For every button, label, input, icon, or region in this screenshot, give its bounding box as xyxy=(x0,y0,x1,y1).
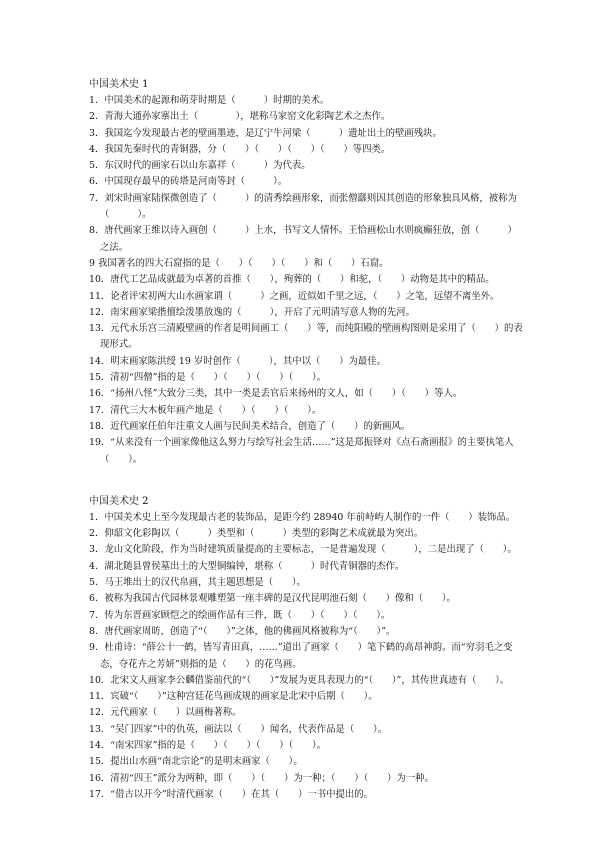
question: 8．唐代画家周昉，创造了“（ ）”之体，他的佛画风格被称为“（ ）”。 xyxy=(89,625,396,637)
question-continuation xyxy=(89,657,560,673)
question: 10．北宋文人画家李公麟借鉴前代的“（ ）”发展为更具表现力的“（ ）”，其传世真迹有（ ）。 xyxy=(89,674,510,686)
continuation-text: （ ）。 xyxy=(100,209,152,221)
question: 3．龙山文化阶段，作为当时建筑质量提高的主要标志，一是普遍发现（ ），二是出现了（ ）。 xyxy=(89,544,517,556)
continuation-text: 现形式。 xyxy=(100,339,138,351)
question-continuation xyxy=(89,337,560,353)
continuation-text: 态，夺花卉之芳妍”则指的是（ ）的花鸟画。 xyxy=(100,658,302,670)
question: 6．被称为我国古代园林景观雕塑第一座丰碑的是汉代昆明池石刻（ ）像和（ ）。 xyxy=(89,593,456,605)
question: 13．元代永乐宫三清殿壁画的作者是明间画工（ ）等，而纯阳殿的壁画构图则是采用了（ ）的表 xyxy=(89,323,523,335)
section-spacer xyxy=(89,468,560,495)
question: 1．中国美术史上至今发现最古老的装饰品，是距今约 28940 年前峙屿人制作的一件（ ）装饰品。 xyxy=(89,511,516,523)
question: 16．清初“四王”派分为两种，即（ ）（ ）为一种；（ ）（ ）为一种。 xyxy=(89,772,434,784)
question: 2．仰韶文化彩陶以（ ）类型和（ ）类型的彩陶艺术成就最为突出。 xyxy=(89,528,424,540)
question: 11．论者评宋初两大山水画家谓（ ）之画，近似如千里之远，（ ）之笔，远望不离坐外。 xyxy=(89,290,500,302)
question: 14．明末画家陈洪绶 19 岁时创作（ ），其中以（ ）为最佳。 xyxy=(89,355,387,367)
continuation-text: （ ）。 xyxy=(100,453,143,465)
question: 6．中国现存最早的砖塔是河南等封（ ）。 xyxy=(89,176,288,188)
question-continuation xyxy=(89,240,560,256)
question: 9．杜甫诗：“薛公十一鹤，皆写青田真，……”道出了画家（ ）笔下鹤的高昂神韵。而“穷羽毛之变 xyxy=(89,642,513,654)
question: 5．东汉时代的画家石以山东嘉祥（ ）为代表。 xyxy=(89,160,311,172)
question: 17．“借古以开今”时清代画家（ ）在其（ ）一书中提出的。 xyxy=(89,788,374,800)
question: 19．“从来没有一个画家像他这么努力与绘写社会生活……”这是郑振铎对《点石斋画报》的主要执笔人 xyxy=(89,437,514,449)
question: 16．“扬州八怪”大致分三类，其中一类是丢官后来扬州的文人，如（ ）（ ）等人。 xyxy=(89,388,463,400)
question: 4．湖北随县曾侯墓出土的大型铜编钟，堪称（ ）时代青铜器的杰作。 xyxy=(89,560,405,572)
question: 13．“吴门四家”中的仇英，画法以（ ）闻名，代表作品是（ ）。 xyxy=(89,723,388,735)
question-continuation xyxy=(89,452,560,468)
question: 12．南宋画家梁揩擅绘泼墨放逸的（ ），开启了元明清写意人物的先河。 xyxy=(89,306,415,318)
continuation-text: 之法。 xyxy=(100,241,129,253)
question: 12．元代画家（ ）以画梅著称。 xyxy=(89,707,242,719)
question-continuation xyxy=(89,207,560,223)
question: 1．中国美术的起源和萌芽时期是（ ）时期的美术。 xyxy=(89,95,330,106)
question: 17．清代三大木板年画产地是（ ）（ ）（ ）。 xyxy=(89,404,322,416)
question: 2．青海大通孙家寨出土（ ），堪称马家窑文化彩陶艺术之杰作。 xyxy=(89,111,391,123)
question: 15．提出山水画“南北宗论”的是明末画家（ ）。 xyxy=(89,756,303,768)
question: 15．清初“四僧”指的是（ ）（ ）（ ）（ ）。 xyxy=(89,372,327,384)
question: 4．我国先秦时代的青铜器，分（ ）（ ）（ ）（ ）等四类。 xyxy=(89,143,391,155)
section-1-title: 中国美术史 1 xyxy=(89,79,149,90)
section-2-title: 中国美术史 2 xyxy=(89,495,149,507)
question: 11．宾破“（ ）”这种宫廷花鸟画成规的画家是北宋中后期（ ）。 xyxy=(89,691,378,703)
question: 3．我国迄今发现最古老的壁画墨迹，是辽宁牛河梁（ ）遗址出土的壁画残块。 xyxy=(89,127,442,139)
question: 9 我国著名的四大石窟指的是（ ）（ ）（ ）和（ ）石窟。 xyxy=(89,257,389,269)
question: 10．唐代工艺品成就最为卓著的首推（ ），殉葬的（ ）和驼，（ ）动物是其中的精品。 xyxy=(89,274,495,286)
question: 7．刘宋时画家陆探微创造了（ ）的清秀绘画形象，而张僧繇则因其创造的形象独具风格，被称为 xyxy=(89,192,517,204)
question: 5．马王堆出土的汉代帛画，其主题思想是（ ）。 xyxy=(89,577,306,589)
section-2 xyxy=(89,495,560,803)
question: 7．传为东晋画家顾恺之的绘画作品有三件，既（ ）（ ）（ ）。 xyxy=(89,609,391,621)
question: 8．唐代画家王维以诗入画创（ ）上水，书写文人情怀。王恰画松山水则疯癫狂放，创（ ） xyxy=(89,225,517,237)
question: 14．“南宋四家”指的是（ ）（ ）（ ）（ ）。 xyxy=(89,739,327,751)
section-1 xyxy=(89,78,560,468)
question: 18．近代画家任伯年注重文人画与民间美术结合，创造了（ ）的新画风。 xyxy=(89,420,411,432)
